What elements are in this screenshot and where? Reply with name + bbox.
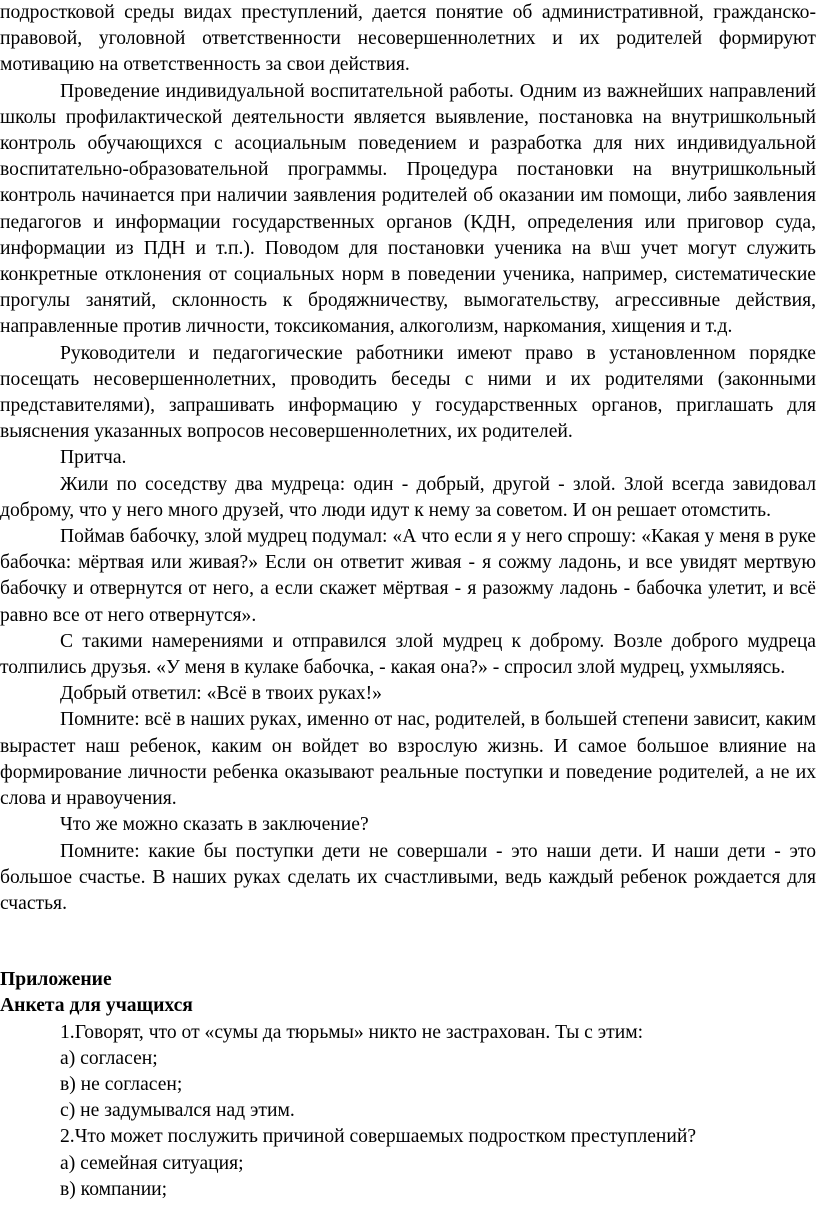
paragraph-remember-1: Помните: всё в наших руках, именно от нас, родителей, в большей степени зависит, каким вырастет наш ребенок, каким он войдет во взрослую жизнь. И самое большое влияние на формирование личности ребенка оказывают реальные поступки и поведение родителей, а не их слова и нравоучения. <box>0 709 816 810</box>
parable-heading: Притча. <box>60 447 127 469</box>
question-1-option-a: а) согласен; <box>60 1047 158 1069</box>
question-2: 2.Что может послужить причиной совершаемых подростком преступлений? <box>60 1126 697 1148</box>
appendix-title: Приложение <box>0 969 112 991</box>
paragraph-parable-3: С такими намерениями и отправился злой мудрец к доброму. Возле доброго мудреца толпились друзья. «У меня в кулаке бабочка, - какая она?» - спросил злой мудрец, ухмыляясь. <box>0 630 816 679</box>
paragraph-parable-1: Жили по соседству два мудреца: один - добрый, другой - злой. Злой всегда завидовал доброму, что у него много друзей, что люди идут к нему за советом. И он решает отомстить. <box>0 473 816 521</box>
paragraph-continuation: подростковой среды видах преступлений, дается понятие об административной, гражданско-правовой, уголовной ответственности несовершеннолетних и их родителей формируют мотивацию на ответственность за свои действия. <box>0 2 816 76</box>
question-2-option-b: в) компании; <box>60 1178 168 1200</box>
question-2-option-a: а) семейная ситуация; <box>60 1152 244 1174</box>
paragraph-individual-work: Проведение индивидуальной воспитательной работы. Одним из важнейших направлений школы профилактической деятельности является выявление, постановка на внутришкольный контроль обучающихся с асоциальным поведением и разработка для них индивидуальной воспитательно-образовательной программы. Процедура постановки на внутришкольный контроль начинается при наличии заявления родителей об оказании им помощи, либо заявления педагогов и информации государственных органов (КДН, определения или приговор суда, информации из ПДН и т.п.). Поводом для постановки ученика на в\ш учет могут служить конкретные отклонения от социальных норм в поведении ученика, например, систематические прогулы занятий, склонность к бродяжничеству, вымогательству, агрессивные действия, направленные против личности, токсикомания, алкоголизм, наркомания, хищения и т.д. <box>0 80 816 338</box>
question-1-option-c: с) не задумывался над этим. <box>60 1100 295 1122</box>
paragraph-conclusion-question: Что же можно сказать в заключение? <box>60 814 369 836</box>
section-gap <box>0 917 816 967</box>
paragraph-parable-2: Поймав бабочку, злой мудрец подумал: «А что если я у него спрошу: «Какая у меня в руке бабочка: мёртвая или живая?» Если он ответит живая - я сожму ладонь, и все увидят мертвую бабочку и отвернутся от него, а если скажет мёртвая - я разожму ладонь - бабочка улетит, и всё равно все от него отвернутся». <box>0 526 816 626</box>
paragraph-parable-4: Добрый ответил: «Всё в твоих руках!» <box>60 683 382 705</box>
paragraph-remember-2: Помните: какие бы поступки дети не совершали - это наши дети. И наши дети - это большое счастье. В наших руках сделать их счастливыми, ведь каждый ребенок рождается для счастья. <box>0 840 816 914</box>
paragraph-rights: Руководители и педагогические работники имеют право в установленном порядке посещать несовершеннолетних, проводить беседы с ними и их родителями (законными представителями), запрашивать информацию у государственных органов, приглашать для выяснения указанных вопросов несовершеннолетних, их родителей. <box>0 342 816 443</box>
questionnaire-title: Анкета для учащихся <box>0 995 193 1017</box>
question-1-option-b: в) не согласен; <box>60 1073 183 1095</box>
question-1: 1.Говорят, что от «сумы да тюрьмы» никто не застрахован. Ты с этим: <box>60 1021 644 1043</box>
